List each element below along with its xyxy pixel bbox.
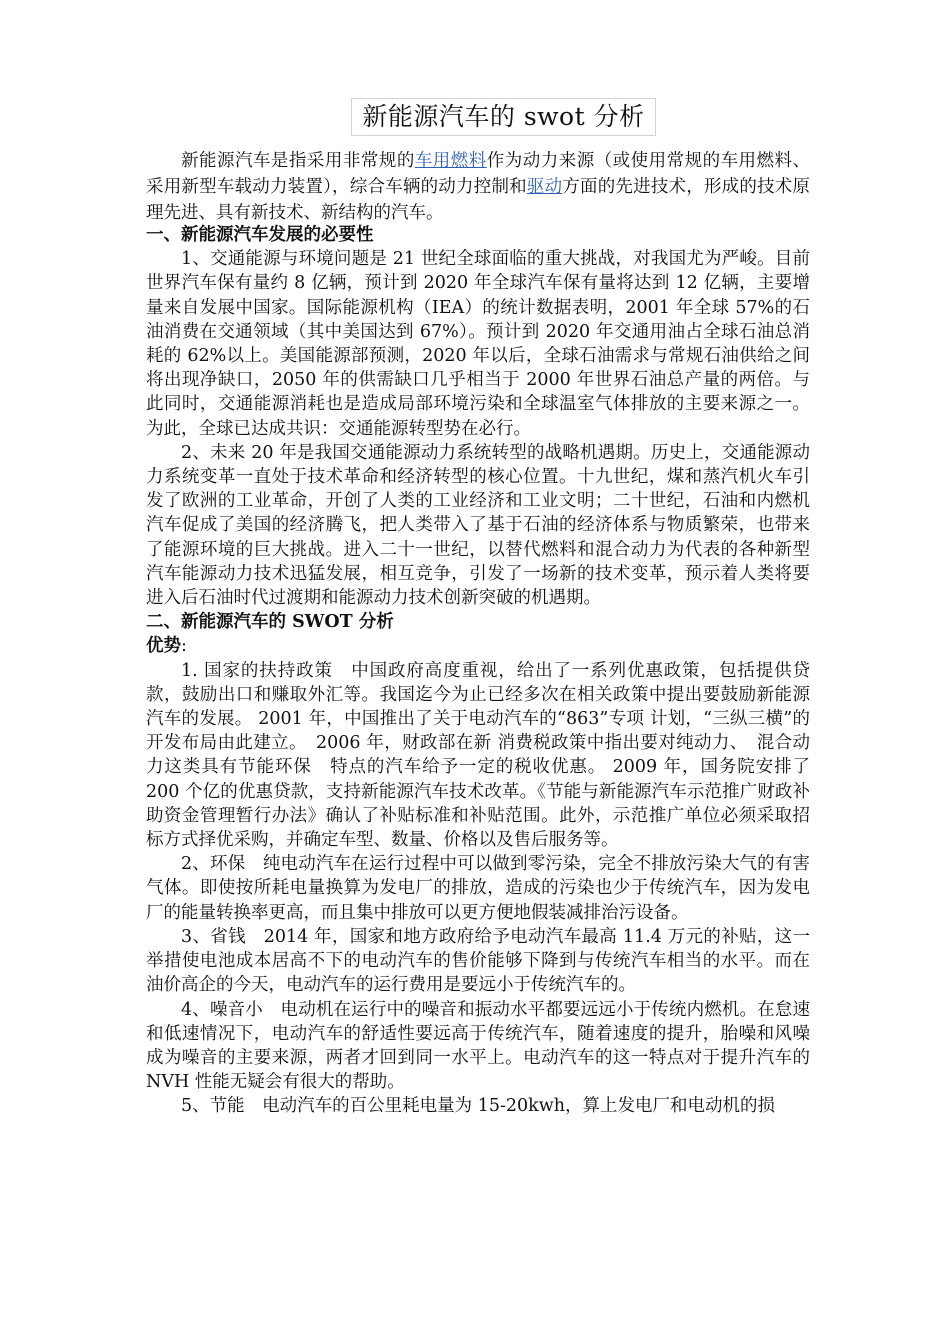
paragraph-cost: 3、省钱 2014 年，国家和地方政府给予电动汽车最高 11.4 万元的补贴，这一举措使电池成本居高不下的电动汽车的售价能够下降到与传统汽车相当的水平。而在油价高企的今天，电动汽车的运行费用是要远小于传统汽车的。 xyxy=(146,926,810,996)
intro-paragraph xyxy=(146,148,810,226)
section-heading-swot: 二、新能源汽车的 SWOT 分析 xyxy=(146,612,394,633)
strengths-colon: : xyxy=(181,636,187,657)
link-drive[interactable]: 驱动 xyxy=(526,177,563,197)
paragraph-opportunity: 2、未来 20 年是我国交通能源动力系统转型的战略机遇期。历史上，交通能源动力系统变革一直处于技术革命和经济转型的核心位置。十九世纪，煤和蒸汽机火车引发了欧洲的工业革命，开创了人类的工业经济和工业文明；二十世纪，石油和内燃机汽车促成了美国的经济腾飞，把人类带入了基于石油的经济体系与物质繁荣，也带来了能源环境的巨大挑战。进入二十一世纪，以替代燃料和混合动力为代表的各种新型汽车能源动力技术迅猛发展，相互竞争，引发了一场新的技术变革，预示着人类将要进入后石油时代过渡期和能源动力技术创新突破的机遇期。 xyxy=(146,442,810,609)
paragraph-energy-saving: 5、节能 电动汽车的百公里耗电量为 15-20kwh，算上发电厂和电动机的损 xyxy=(181,1096,775,1117)
intro-text-3: 方面的先进技术，形成的技术原理先进、具有新技术、新结构的汽车。 xyxy=(146,177,811,223)
subheading-strengths xyxy=(146,634,810,658)
paragraph-policy: 1. 国家的扶持政策 中国政府高度重视，给出了一系列优惠政策，包括提供贷款，鼓励出口和赚取外汇等。我国迄今为止已经多次在相关政策中提出要鼓励新能源 汽车的发展。 2001 年，中国推出了关于电动汽车的“863”专项 计划，“三纵三横”的开发布局由此建立。 2006 年，财政部在新 消费税政策中指出要对纯动力、 混合动力这类具有节能环保 特点的汽车给予一定的税收优惠。 2009 年，国务院安排了 200 个亿的优惠贷款，支持新能源汽车技术改革。《节能与新能源汽车示范推广财政补助资金管理暂行办法》确认了补贴标准和补贴范围。此外，示范推广单位必须采取招标方式择优采购，并确定车型、数量、价格以及售后服务等。 xyxy=(146,660,810,851)
section-heading-necessity: 一、新能源汽车发展的必要性 xyxy=(146,225,374,245)
document-title: 新能源汽车的 swot 分析 xyxy=(351,98,656,136)
link-vehicle-fuel[interactable]: 车用燃料 xyxy=(414,151,487,171)
intro-block xyxy=(146,148,810,226)
paragraph-environment: 2、环保 纯电动汽车在运行过程中可以做到零污染，完全不排放污染大气的有害气体。即使按所耗电量换算为发电厂的排放，造成的污染也少于传统汽车，因为发电厂的能量转换率更高，而且集中排放可以更方便地假装减排治污设备。 xyxy=(146,854,810,923)
paragraph-energy-challenge: 1、交通能源与环境问题是 21 世纪全球面临的重大挑战，对我国尤为严峻。目前世界汽车保有量约 8 亿辆，预计到 2020 年全球汽车保有量将达到 12 亿辆，主要增量来自发展中国家。国际能源机构（IEA）的统计数据表明，2001 年全球 57%的石油消费在交通领域（其中美国达到 67%）。预计到 2020 年交通用油占全球石油总消耗的 62%以上。美国能源部预测，2020 年以后，全球石油需求与常规石油供给之间将出现净缺口，2050 年的供需缺口几乎相当于 2000 年世界石油总产量的两倍。与此同时，交通能源消耗也是造成局部环境污染和全球温室气体排放的主要来源之一。为此，全球已达成共识：交通能源转型势在必行。 xyxy=(146,249,810,439)
paragraph-noise: 4、噪音小 电动机在运行中的噪音和振动水平都要远远小于传统内燃机。在怠速和低速情况下，电动汽车的舒适性要远高于传统汽车，随着速度的提升，胎噪和风噪成为噪音的主要来源，两者才回到同一水平上。电动汽车的这一特点对于提升汽车的 NVH 性能无疑会有很大的帮助。 xyxy=(146,999,810,1093)
intro-text-2: 作为动力来源（或使用常规的车用燃料、采用新型车载动力装置），综合车辆的动力控制和 xyxy=(146,151,811,197)
document-body xyxy=(146,223,810,1119)
intro-text-1: 新能源汽车是指采用非常规的 xyxy=(181,151,415,171)
strengths-label: 优势 xyxy=(146,636,181,657)
